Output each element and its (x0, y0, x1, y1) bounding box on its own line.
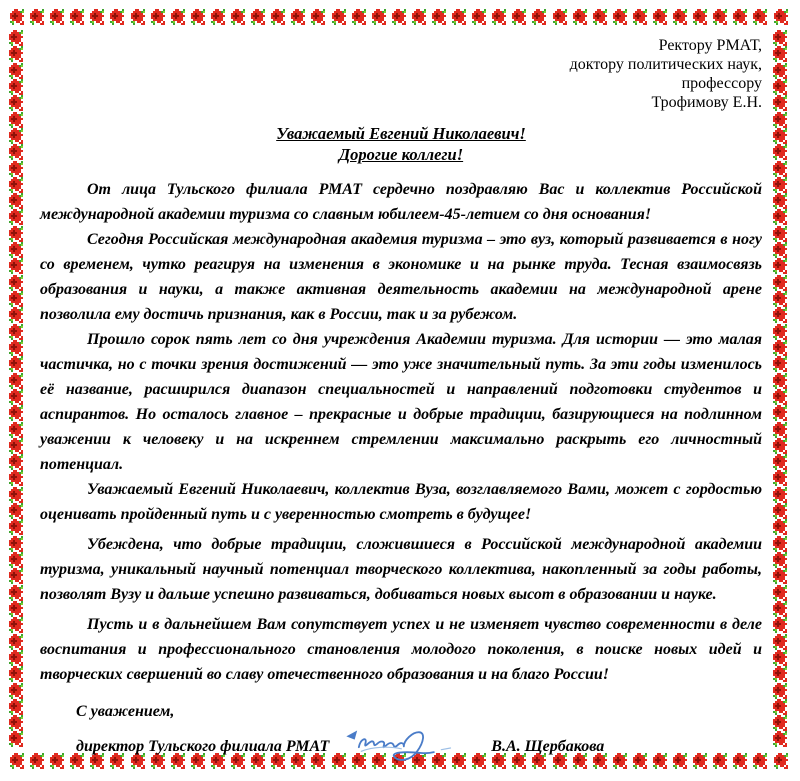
flower-ornament-icon (131, 9, 147, 25)
flower-ornament-icon (573, 9, 589, 25)
flower-ornament-icon (773, 454, 789, 470)
flower-ornament-icon (773, 601, 789, 617)
flower-ornament-icon (773, 683, 789, 699)
flower-ornament-icon (773, 275, 789, 291)
paragraph: От лица Тульского филиала РМАТ сердечно поздравляю Вас и коллектив Российской международной академии туризма со славным юбилеем-45-летием со дня основания! (40, 181, 762, 223)
flower-ornament-icon (9, 389, 25, 405)
flower-ornament-icon (10, 753, 26, 769)
flower-ornament-icon (30, 9, 46, 25)
flower-ornament-icon (773, 95, 789, 111)
flower-ornament-icon (613, 9, 629, 25)
flower-ornament-icon (773, 373, 789, 389)
flower-ornament-icon (9, 275, 25, 291)
flower-ornament-icon (773, 356, 789, 372)
closing-row (76, 726, 762, 768)
flower-ornament-icon (773, 422, 789, 438)
flower-ornament-icon (9, 209, 25, 225)
flower-ornament-icon (773, 634, 789, 650)
paragraph: Прошло сорок пять лет со дня учреждения Академии туризма. Для истории — это малая частичка, но с точки зрения достижений — это уже значительный путь. За эти годы изменилось её название, расширился диапазон специальностей и направлений подготовки студентов и аспирантов. Но осталось главное – прекрасные и добрые традиции, базирующиеся на подлинном уважении к человеку и на искреннем стремлении максимально раскрыть его личностный потенциал. (40, 331, 762, 473)
flower-ornament-icon (713, 9, 729, 25)
flower-ornament-icon (110, 9, 126, 25)
flower-ornament-icon (9, 585, 25, 601)
flower-ornament-icon (773, 193, 789, 209)
flower-ornament-icon (9, 291, 25, 307)
closing-block (40, 700, 762, 768)
flower-ornament-icon (291, 9, 307, 25)
flower-ornament-icon (773, 503, 789, 519)
flower-ornament-icon (231, 9, 247, 25)
flower-ornament-icon (9, 568, 25, 584)
flower-ornament-icon (171, 9, 187, 25)
flower-ornament-icon (773, 30, 789, 46)
flower-ornament-icon (633, 9, 649, 25)
flower-ornament-icon (10, 9, 26, 25)
flower-ornament-icon (332, 9, 348, 25)
signature-stroke (359, 732, 434, 760)
flower-ornament-icon (9, 519, 25, 535)
flower-ornament-icon (311, 9, 327, 25)
flower-ornament-icon (392, 9, 408, 25)
flower-ornament-icon (412, 9, 428, 25)
flower-ornament-icon (9, 79, 25, 95)
flower-ornament-icon (9, 454, 25, 470)
flower-ornament-icon (773, 128, 789, 144)
flower-ornament-icon (773, 340, 789, 356)
flower-ornament-icon (492, 9, 508, 25)
flower-ornament-icon (773, 699, 789, 715)
flower-ornament-icon (773, 258, 789, 274)
flower-ornament-icon (9, 95, 25, 111)
flower-ornament-icon (9, 601, 25, 617)
flower-ornament-icon (9, 63, 25, 79)
flower-ornament-icon (9, 731, 25, 747)
paragraph: Убеждена, что добрые традиции, сложившиеся в Российской международной академии туризма, уникальный научный потенциал творческого коллектива, накопленный за годы работы, позволят Вузу и дальше успешно развиваться, добиваться новых высот в образовании и науке. (40, 536, 762, 603)
flower-ornament-icon (773, 568, 789, 584)
flower-ornament-icon (773, 617, 789, 633)
flower-ornament-icon (9, 112, 25, 128)
recipient-block (40, 36, 762, 112)
flower-ornament-icon (151, 9, 167, 25)
flower-ornament-icon (773, 666, 789, 682)
signature-icon (339, 718, 457, 768)
flower-ornament-icon (251, 9, 267, 25)
flower-ornament-icon (9, 340, 25, 356)
signer-name: В.А. Щербакова (491, 738, 605, 755)
flower-ornament-icon (512, 9, 528, 25)
flower-ornament-icon (773, 63, 789, 79)
flower-ornament-icon (9, 634, 25, 650)
flower-ornament-icon (773, 291, 789, 307)
flower-ornament-icon (773, 389, 789, 405)
recipient-line: доктору политических наук, (569, 56, 762, 73)
flower-ornament-icon (774, 753, 790, 769)
border-right (773, 30, 789, 748)
salutation-line: Дорогие коллеги! (338, 145, 464, 164)
flower-ornament-icon (9, 307, 25, 323)
flower-ornament-icon (9, 552, 25, 568)
flower-ornament-icon (9, 128, 25, 144)
flower-ornament-icon (773, 438, 789, 454)
flower-ornament-icon (773, 731, 789, 747)
letter-body (40, 177, 762, 687)
flower-ornament-icon (553, 9, 569, 25)
flower-ornament-icon (9, 683, 25, 699)
flower-ornament-icon (773, 307, 789, 323)
flower-ornament-icon (9, 715, 25, 731)
flower-ornament-icon (9, 438, 25, 454)
closing-regards: С уважением, (76, 703, 175, 720)
flower-ornament-icon (9, 617, 25, 633)
paragraph: Уважаемый Евгений Николаевич, коллектив Вуза, возглавляемого Вами, может с гордостью оценивать пройденный путь и с уверенностью смотреть в будущее! (40, 481, 762, 523)
flower-ornament-icon (9, 193, 25, 209)
salutation-block (40, 123, 762, 165)
paragraph: Сегодня Российская международная академия туризма – это вуз, который развивается в ногу со временем, чутко реагируя на изменения в экономике и на рынке труда. Тесная взаимосвязь образования и науки, а также активная деятельность академии на международной арене позволила ему достичь признания, как в России, так и за рубежом. (40, 231, 762, 323)
border-left (9, 30, 25, 748)
flower-ornament-icon (773, 470, 789, 486)
flower-ornament-icon (773, 324, 789, 340)
flower-ornament-icon (773, 487, 789, 503)
flower-ornament-icon (50, 9, 66, 25)
flower-ornament-icon (773, 650, 789, 666)
flower-ornament-icon (9, 30, 25, 46)
flower-ornament-icon (9, 242, 25, 258)
recipient-line: Ректору РМАТ, (658, 37, 762, 54)
flower-ornament-icon (9, 422, 25, 438)
flower-ornament-icon (593, 9, 609, 25)
flower-ornament-icon (9, 324, 25, 340)
recipient-line: профессору (681, 75, 762, 92)
flower-ornament-icon (9, 503, 25, 519)
flower-ornament-icon (70, 9, 86, 25)
flower-ornament-icon (773, 226, 789, 242)
salutation-line: Уважаемый Евгений Николаевич! (276, 124, 526, 143)
flower-ornament-icon (773, 177, 789, 193)
paragraph: Пусть и в дальнейшем Вам сопутствует успех и не изменяет чувство современности в деле воспитания и профессионального становления молодого поколения, в поиске новых идей и творческих свершений во славу отечественного образования и на благо России! (40, 616, 762, 683)
flower-ornament-icon (9, 46, 25, 62)
border-top (10, 9, 790, 25)
flower-ornament-icon (271, 9, 287, 25)
flower-ornament-icon (9, 405, 25, 421)
flower-ornament-icon (9, 650, 25, 666)
flower-ornament-icon (773, 79, 789, 95)
flower-ornament-icon (9, 226, 25, 242)
flower-ornament-icon (673, 9, 689, 25)
flower-ornament-icon (773, 715, 789, 731)
letter-content (40, 36, 762, 768)
flower-ornament-icon (773, 144, 789, 160)
flower-ornament-icon (693, 9, 709, 25)
flower-ornament-icon (753, 9, 769, 25)
signer-position: директор Тульского филиала РМАТ (76, 738, 330, 755)
flower-ornament-icon (9, 177, 25, 193)
flower-ornament-icon (452, 9, 468, 25)
signature-flag (347, 731, 358, 740)
flower-ornament-icon (211, 9, 227, 25)
flower-ornament-icon (9, 144, 25, 160)
flower-ornament-icon (773, 536, 789, 552)
flower-ornament-icon (9, 373, 25, 389)
flower-ornament-icon (9, 487, 25, 503)
flower-ornament-icon (372, 9, 388, 25)
flower-ornament-icon (733, 9, 749, 25)
flower-ornament-icon (774, 9, 790, 25)
flower-ornament-icon (773, 112, 789, 128)
flower-ornament-icon (9, 666, 25, 682)
flower-ornament-icon (9, 356, 25, 372)
flower-ornament-icon (432, 9, 448, 25)
flower-ornament-icon (532, 9, 548, 25)
flower-ornament-icon (773, 161, 789, 177)
flower-ornament-icon (773, 405, 789, 421)
flower-ornament-icon (773, 242, 789, 258)
flower-ornament-icon (9, 536, 25, 552)
flower-ornament-icon (9, 258, 25, 274)
flower-ornament-icon (352, 9, 368, 25)
signature-stroke-light (362, 747, 451, 751)
flower-ornament-icon (773, 519, 789, 535)
flower-ornament-icon (773, 209, 789, 225)
flower-ornament-icon (472, 9, 488, 25)
flower-ornament-icon (191, 9, 207, 25)
flower-ornament-icon (90, 9, 106, 25)
flower-ornament-icon (9, 699, 25, 715)
flower-ornament-icon (773, 46, 789, 62)
flower-ornament-icon (9, 161, 25, 177)
flower-ornament-icon (653, 9, 669, 25)
recipient-line: Трофимову Е.Н. (651, 94, 762, 111)
flower-ornament-icon (773, 552, 789, 568)
flower-ornament-icon (9, 470, 25, 486)
flower-ornament-icon (773, 585, 789, 601)
